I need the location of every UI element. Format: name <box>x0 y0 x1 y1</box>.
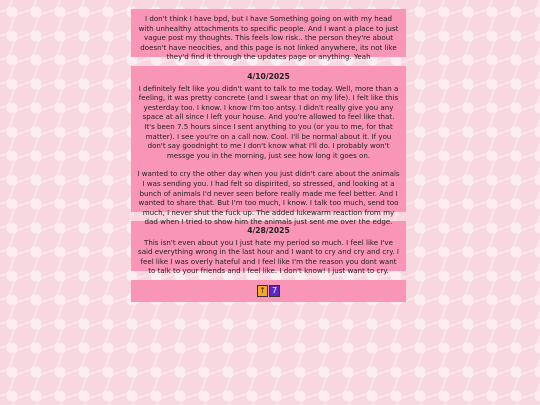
post-text: This isn't even about you I just hate my period so much. I feel like I've said everything wrong in the last hour and I want to cry and cry and cry. I feel like I was overly hateful and I feel like I'm the reason you dont want to talk to your friends and I feel like. I don't know! I just want to cry. <box>138 237 399 276</box>
pagination-bar <box>131 280 406 302</box>
up-arrow-button[interactable]: ↑ <box>257 285 268 297</box>
post-2025-04-28 <box>131 221 406 276</box>
post-date: 4/10/2025 <box>247 72 290 81</box>
post-intro <box>131 9 406 62</box>
post-date: 4/28/2025 <box>247 226 290 235</box>
post-2025-04-10 <box>131 66 406 227</box>
page-number-button[interactable]: 7 <box>269 285 280 297</box>
post-text: I wanted to cry the other day when you just didn't care about the animals I was sending you. I had felt so dispirited, so stressed, and looking at a bunch of animals I'd never seen before really made me feel better. And I wanted to share that. But I'm too much, I know. I talk too much, send too much, I never shut the fuck up. The added lukewarm reaction from my dad when I tried to show him the animals just sent me over the edge. <box>137 169 400 227</box>
post-text: I definitely felt like you didn't want to talk to me today. Well, more than a feeling, it was pretty concrete (and I swear that on my life). I felt like this yesterday too. I know. I know I'm too antsy. I didn't really give you any space at all since I left your house. And you're allowed to feel like that. It's been 7.5 hours since I sent anything to you (or you to me, for that matter). I see you're on a call now. Cool. I'll be normal about it. If you don't say goodnight to me I don't know what I'll do. I probably won't messge you in the morning, just see how long it goes on. <box>138 83 399 160</box>
post-text: I don't think I have bpd, but I have Something going on with my head with unhealthy attachments to specific people. And I want a place to just vague post my thoughts. This feels low risk.. the person they're about doesn't have neocities, and this page is not linked anywhere, its not like they'd find it through the updates page or anything. Yeah <box>138 14 399 62</box>
post-column <box>131 9 406 311</box>
